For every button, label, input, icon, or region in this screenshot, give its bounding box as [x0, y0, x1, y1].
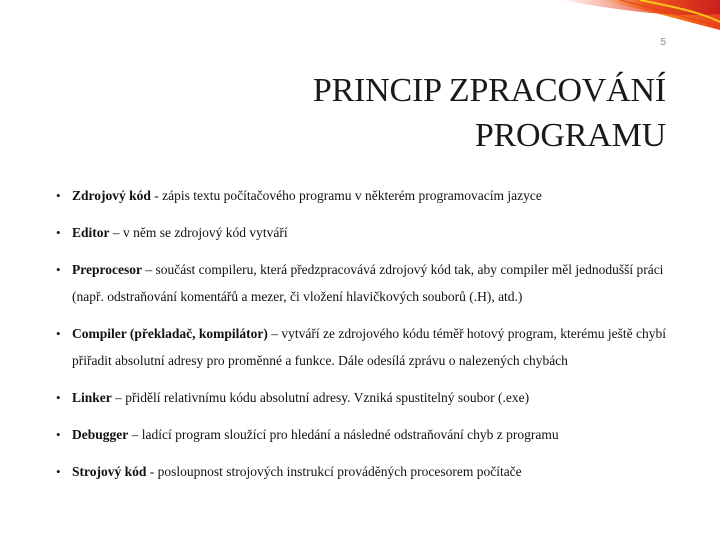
slide-title-line-2: PROGRAMU: [474, 117, 666, 154]
flame-swoosh-decoration: [0, 0, 720, 60]
list-item: [56, 320, 696, 374]
bullet-icon: •: [56, 225, 61, 240]
term-label: Zdrojový kód: [72, 188, 151, 203]
page-number: 5: [660, 37, 666, 48]
term-description: – přidělí relativnímu kódu absolutní adresy. Vzniká spustitelný soubor (.exe): [111, 390, 530, 405]
bullet-icon: •: [56, 390, 61, 405]
term-description: – ladící program sloužící pro hledání a následné odstraňování chyb z programu: [128, 427, 559, 442]
bullet-icon: •: [56, 188, 61, 203]
list-item: [56, 421, 696, 448]
term-description: - zápis textu počítačového programu v některém programovacím jazyce: [150, 188, 542, 203]
term-label: Linker: [72, 390, 112, 405]
slide-title: [200, 68, 666, 158]
term-label: Compiler (překladač, kompilátor): [72, 326, 268, 341]
term-description: – vytváří ze zdrojového kódu téměř hotový program, kterému ještě chybí přiřadit absolutní adresy pro proměnné a funkce. Dále odesílá zprávu o nalezených chybách: [72, 326, 667, 368]
term-description: – součást compileru, která předzpracovává zdrojový kód tak, aby compiler měl jednodušší práci (např. odstraňování komentářů a mezer, či vložení hlavičkových souborů (.H), atd.): [72, 262, 664, 304]
list-item: [56, 384, 696, 411]
term-label: Strojový kód: [72, 464, 147, 479]
list-item: [56, 219, 696, 246]
list-item: [56, 458, 696, 485]
list-item: [56, 256, 696, 310]
bullet-icon: •: [56, 464, 61, 479]
term-label: Preprocesor: [72, 262, 142, 277]
bullet-list: [56, 182, 696, 495]
bullet-icon: •: [56, 326, 61, 341]
term-label: Editor: [72, 225, 110, 240]
bullet-icon: •: [56, 262, 61, 277]
slide-title-line-1: PRINCIP ZPRACOVÁNÍ: [312, 72, 666, 109]
term-description: – v něm se zdrojový kód vytváří: [109, 225, 288, 240]
term-description: - posloupnost strojových instrukcí prováděných procesorem počítače: [146, 464, 522, 479]
bullet-icon: •: [56, 427, 61, 442]
term-label: Debugger: [72, 427, 129, 442]
list-item: [56, 182, 696, 209]
